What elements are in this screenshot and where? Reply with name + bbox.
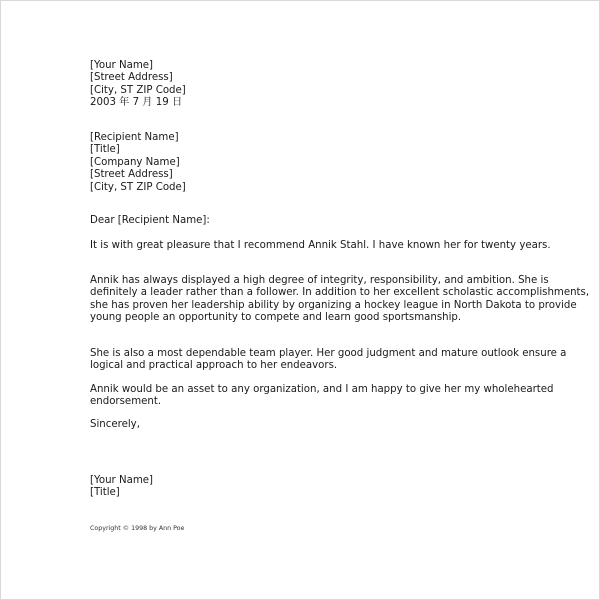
copyright-notice: Copyright © 1998 by Ann Poe [90, 525, 185, 532]
closing: Sincerely, [90, 419, 140, 430]
signature-block [90, 475, 153, 500]
recipient-company: [Company Name] [90, 156, 180, 168]
signature-name: [Your Name] [90, 475, 153, 486]
recipient-name: [Recipient Name] [90, 132, 179, 143]
sender-name: [Your Name] [90, 60, 153, 71]
salutation: Dear [Recipient Name]: [90, 215, 210, 226]
body-paragraph-2: Annik has always displayed a high degree of integrity, responsibility, and ambition. She is definitely a leader rather than a follower. In addition to her excellent scholastic accomplishments, she has proven her leadership ability by organizing a hockey league in North Dakota to provide young people an opportunity to compete and learn good sportsmanship. [90, 275, 590, 324]
body-paragraph-4: Annik would be an asset to any organization, and I am happy to give her my wholehearted endorsement. [90, 384, 554, 408]
body-paragraph-3: She is also a most dependable team player. Her good judgment and mature outlook ensure a logical and practical approach to her endeavors. [90, 348, 567, 372]
sender-street: [Street Address] [90, 72, 173, 84]
letter-date: 2003 年 7 月 19 日 [90, 97, 183, 109]
signature-title: [Title] [90, 487, 120, 499]
recipient-address-block [90, 132, 186, 194]
sender-address-block [90, 60, 186, 110]
recipient-title: [Title] [90, 144, 120, 156]
body-paragraph-1: It is with great pleasure that I recommend Annik Stahl. I have known her for twenty years. [90, 240, 551, 251]
recipient-city: [City, ST ZIP Code] [90, 181, 186, 193]
sender-city: [City, ST ZIP Code] [90, 84, 186, 96]
recipient-street: [Street Address] [90, 169, 173, 181]
